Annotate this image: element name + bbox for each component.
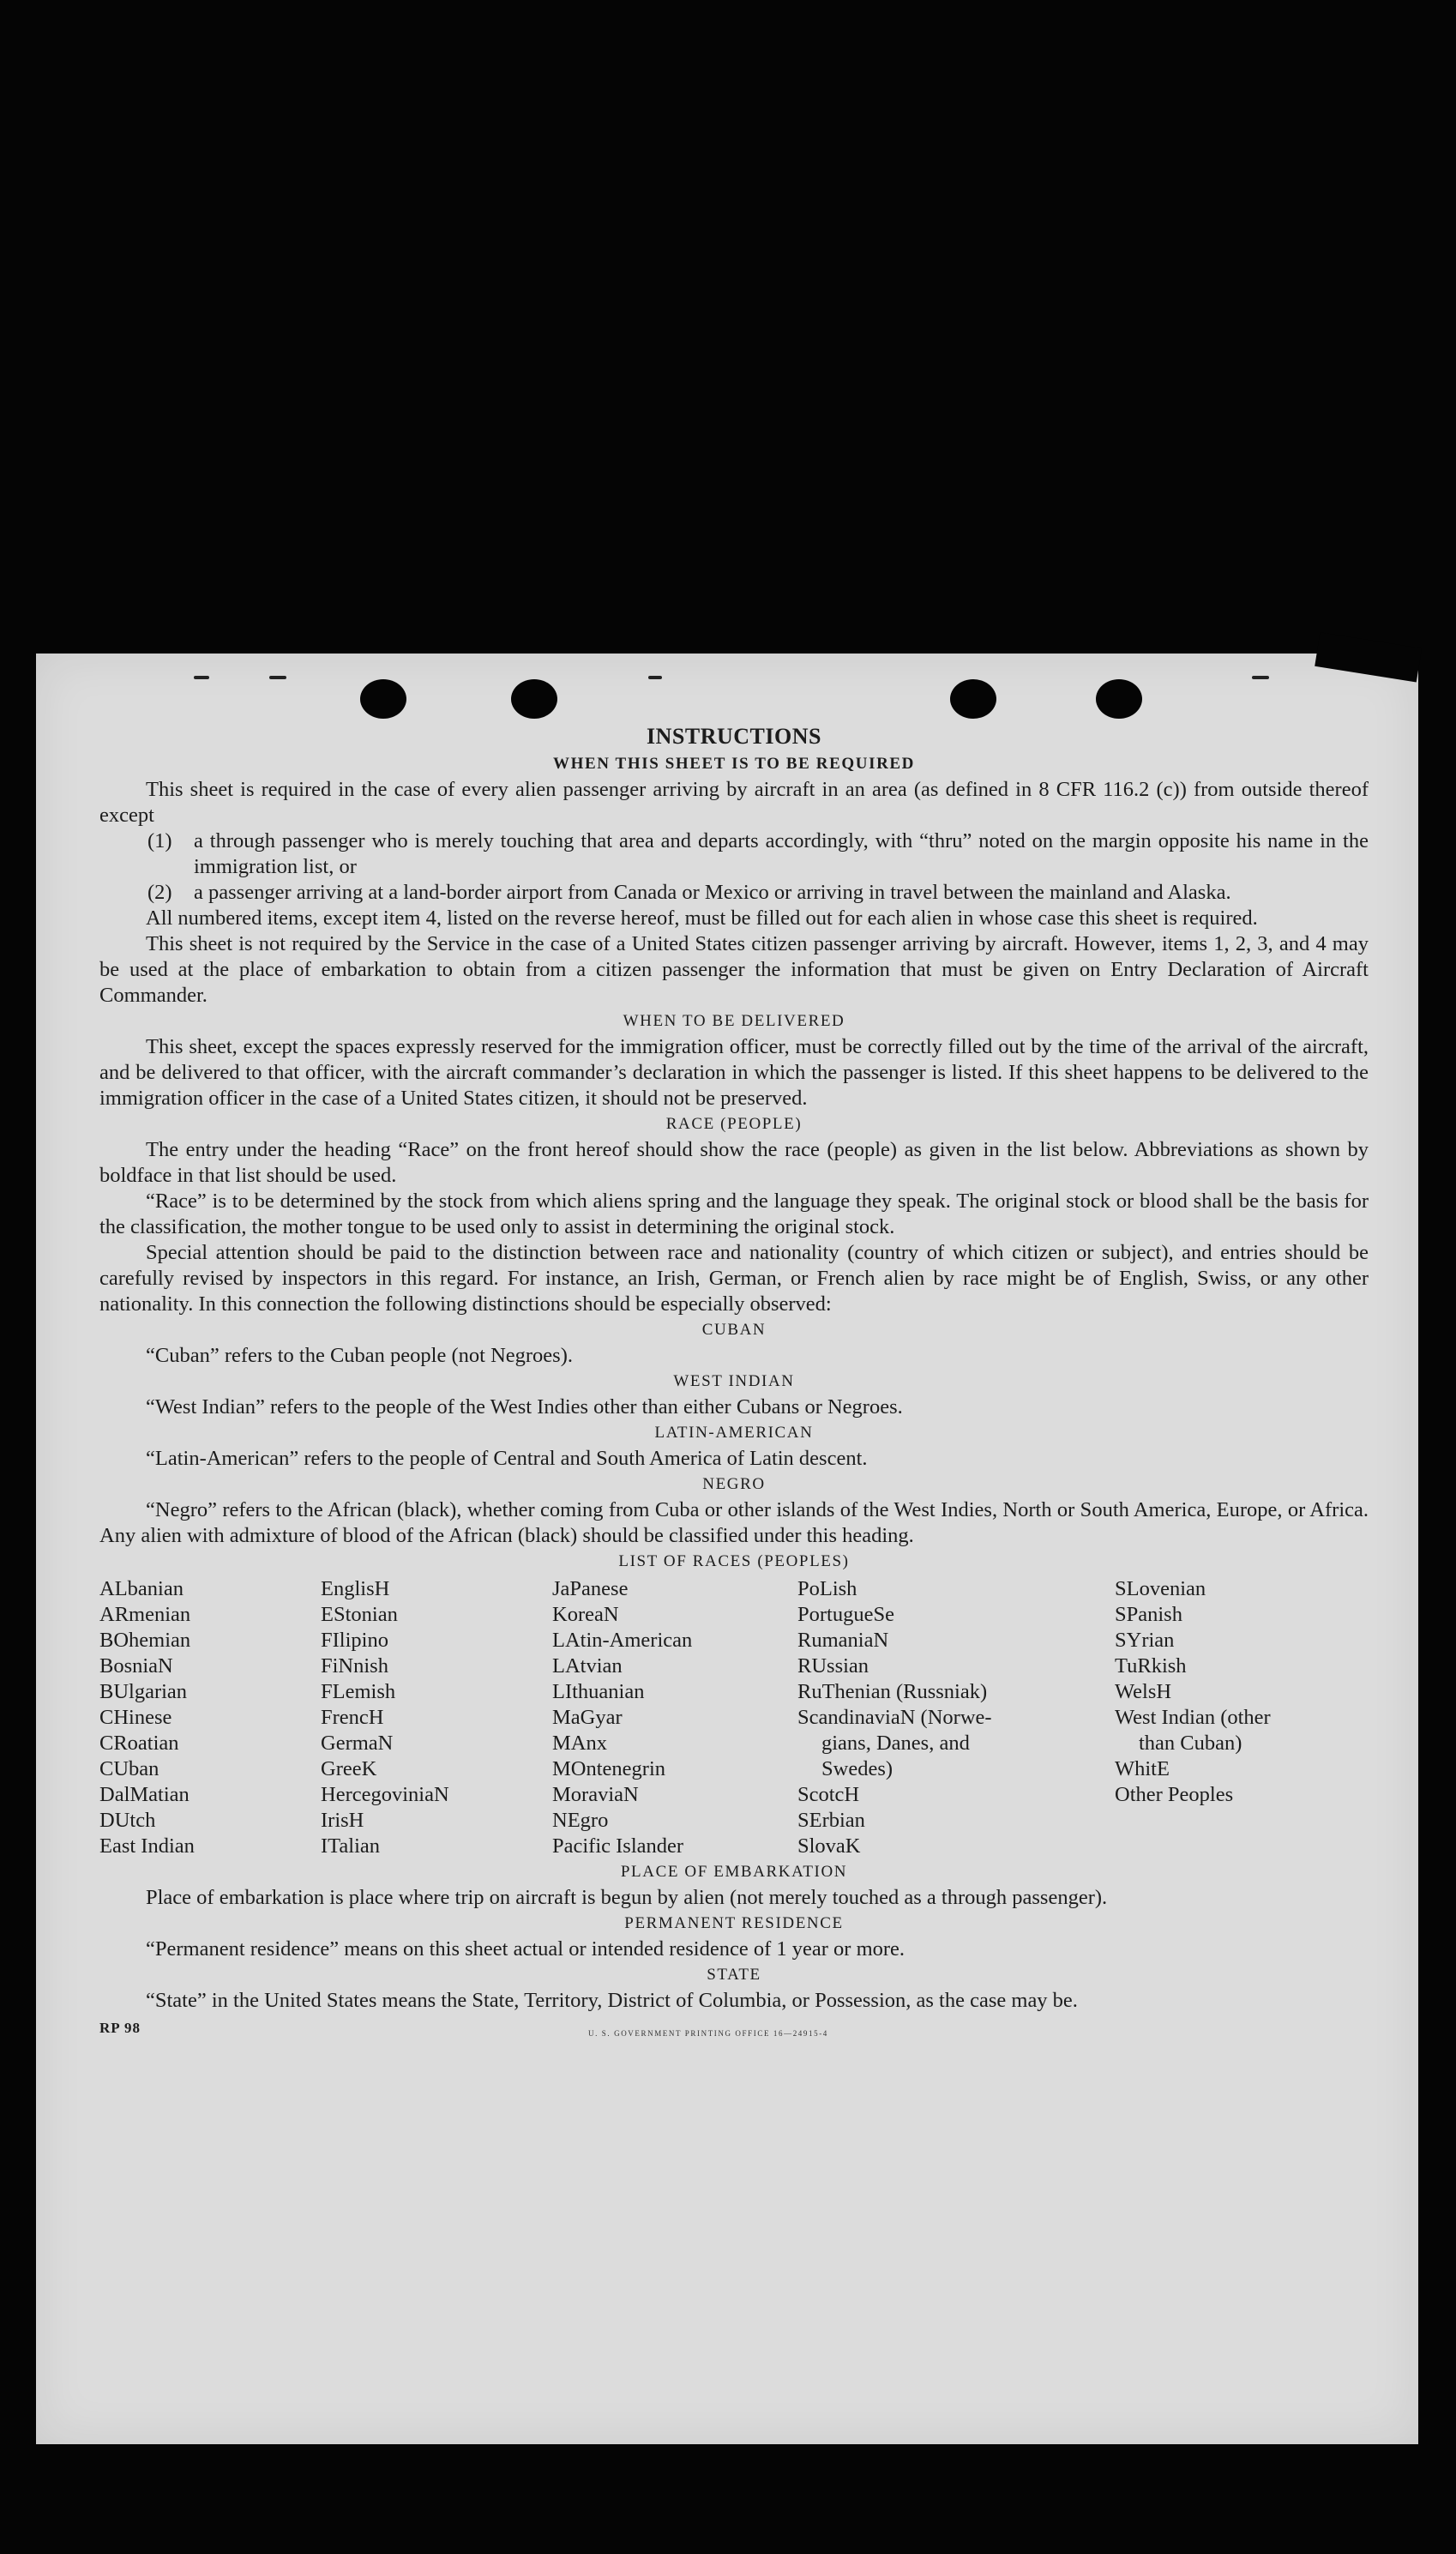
race-entry-continued: Swedes) [821,1757,893,1780]
embarkation-text: Place of embarkation is place where trip on aircraft is begun by alien (not merely touched as a through passenger). [146,1886,1108,1909]
race-entry: FiNnish [321,1654,388,1678]
race-entry: DalMatian [99,1783,190,1806]
race-entry: GermaN [321,1732,394,1755]
exception-item [99,880,1369,906]
race-entry: MaGyar [552,1706,623,1729]
race-entry: PortugueSe [797,1603,894,1626]
race-entry: WhitE [1115,1757,1170,1780]
item-text: a passenger arriving at a land-border airport from Canada or Mexico or arriving in travel between the mainland and Alaska. [194,881,1231,904]
race-para-1: The entry under the heading “Race” on the front hereof should show the race (people) as given in the list below. Abbreviations as shown by boldface in that list should be used. [99,1138,1369,1187]
race-entry: BosniaN [99,1654,173,1678]
race-para-3: Special attention should be paid to the distinction between race and nationality (country of which citizen or subject), and entries should be carefully revised by inspectors in this regard. For instance, an Irish, German, or French alien by race might be of English, Swiss, or any other nationality. In this connection the following distinctions should be especially observed: [99,1241,1369,1316]
section-heading-race: RACE (PEOPLE) [665,1115,803,1133]
west-indian-text: “West Indian” refers to the people of the West Indies other than either Cubans or Negroes. [146,1395,903,1419]
race-entry: EStonian [321,1603,398,1626]
race-entry: ARmenian [99,1603,191,1626]
race-entry: SErbian [797,1809,865,1832]
race-entry: CHinese [99,1706,172,1729]
residence-text: “Permanent residence” means on this sheet actual or intended residence of 1 year or more. [146,1937,905,1961]
punch-hole [511,679,557,719]
punch-hole [360,679,406,719]
section-heading-residence: PERMANENT RESIDENCE [624,1914,844,1932]
race-entry: HercegoviniaN [321,1783,449,1806]
race-entry: SLovenian [1115,1577,1206,1600]
race-entry: MAnx [552,1732,607,1755]
required-para-3: This sheet is not required by the Service in the case of a United States citizen passenger arriving by aircraft. However, items 1, 2, 3, and 4 may be used at the place of embarkation to obtain from a citizen passenger the information that must be given on Entry Declaration of Aircraft Commander. [99,932,1369,1007]
paper-mark [194,676,209,679]
document-footer [99,2014,1369,2043]
race-entry: BOhemian [99,1629,191,1652]
section-heading-delivered: WHEN TO BE DELIVERED [623,1012,845,1030]
race-entry: EnglisH [321,1577,390,1600]
section-heading-races-list: LIST OF RACES (PEOPLES) [618,1552,850,1570]
races-column [552,1576,797,1859]
race-entry: MoraviaN [552,1783,639,1806]
section-heading-west-indian: WEST INDIAN [673,1372,795,1390]
race-entry: TuRkish [1115,1654,1187,1678]
race-entry: KoreaN [552,1603,619,1626]
cuban-text: “Cuban” refers to the Cuban people (not Negroes). [146,1344,573,1367]
race-entry: SPanish [1115,1603,1182,1626]
exception-item [99,828,1369,880]
race-entry-continued: gians, Danes, and [821,1732,970,1755]
instructions-content [99,724,1369,2043]
race-entry: ScotcH [797,1783,860,1806]
race-entry: RuThenian (Russniak) [797,1680,988,1703]
required-para-2: All numbered items, except item 4, listed on the reverse hereof, must be filled out for each alien in whose case this sheet is required. [146,907,1258,930]
document-sheet [36,654,1418,2444]
race-entry: GreeK [321,1757,377,1780]
delivered-text: This sheet, except the spaces expressly reserved for the immigration officer, must be correctly filled out by the time of the arrival of the aircraft, and be delivered to that officer, with the aircraft commander’s declaration in which the passenger is listed. If this sheet happens to be delivered to the immigration officer in the case of a United States citizen, it should not be preserved. [99,1035,1369,1110]
race-entry: IrisH [321,1809,364,1832]
form-number: RP 98 [99,2020,141,2036]
latin-american-text: “Latin-American” refers to the people of Central and South America of Latin descent. [146,1447,868,1470]
race-entry: CRoatian [99,1732,179,1755]
race-entry: NEgro [552,1809,609,1832]
required-intro: This sheet is required in the case of every alien passenger arriving by aircraft in an area (as defined in 8 CFR 116.2 (c)) from outside thereof except [99,778,1369,827]
race-entry: WelsH [1115,1680,1172,1703]
race-entry: RumaniaN [797,1629,889,1652]
item-number: (1) [147,829,172,852]
races-table [99,1576,1369,1859]
race-entry: JaPanese [552,1577,629,1600]
negro-text: “Negro” refers to the African (black), whether coming from Cuba or other islands of the West Indies, North or South America, Europe, or Africa. Any alien with admixture of blood of the African (black) should be classified under this heading. [99,1498,1369,1547]
race-entry: CUban [99,1757,159,1780]
race-entry: FrencH [321,1706,384,1729]
state-text: “State” in the United States means the State, Territory, District of Columbia, or Possession, as the case may be. [146,1989,1078,2012]
races-column [99,1576,321,1859]
race-para-2: “Race” is to be determined by the stock from which aliens spring and the language they speak. The original stock or blood shall be the basis for the classification, the mother tongue to be used only to assist in determining the original stock. [99,1190,1369,1238]
race-entry: DUtch [99,1809,156,1832]
races-column [321,1576,552,1859]
race-entry: LIthuanian [552,1680,645,1703]
race-entry: ITalian [321,1834,381,1858]
section-heading-cuban: CUBAN [701,1321,767,1339]
race-entry: Other Peoples [1115,1783,1234,1806]
race-entry: Pacific Islander [552,1834,684,1858]
race-entry: SlovaK [797,1834,861,1858]
race-entry: West Indian (other [1115,1706,1271,1729]
race-entry: FLemish [321,1680,396,1703]
punch-hole [950,679,996,719]
race-entry: PoLish [797,1577,857,1600]
exception-list [99,828,1369,906]
section-heading-latin-american: LATIN-AMERICAN [654,1424,814,1442]
paper-mark [269,676,286,679]
printer-imprint: U. S. GOVERNMENT PRINTING OFFICE 16—24915-4 [588,2029,828,2038]
section-heading-embarkation: PLACE OF EMBARKATION [620,1863,848,1881]
races-column [797,1576,1115,1859]
race-entry: LAtin-American [552,1629,693,1652]
race-entry: BUlgarian [99,1680,188,1703]
race-entry-continued: than Cuban) [1139,1732,1242,1755]
item-text: a through passenger who is merely touching that area and departs accordingly, with “thru” noted on the margin opposite his name in the immigration list, or [194,829,1369,878]
race-entry: SYrian [1115,1629,1175,1652]
section-heading-negro: NEGRO [702,1475,766,1493]
race-entry: MOntenegrin [552,1757,665,1780]
paper-mark [648,676,662,679]
races-column [1115,1576,1355,1859]
race-entry: East Indian [99,1834,195,1858]
punch-hole [1096,679,1142,719]
race-entry: LAtvian [552,1654,623,1678]
race-entry: ALbanian [99,1577,184,1600]
race-entry: RUssian [797,1654,869,1678]
document-title: INSTRUCTIONS [647,724,821,749]
race-entry: FIlipino [321,1629,388,1652]
race-entry: ScandinaviaN (Norwe- [797,1706,992,1729]
section-heading-state: STATE [707,1966,761,1984]
paper-mark [1252,676,1269,679]
section-heading-required: WHEN THIS SHEET IS TO BE REQUIRED [552,755,916,773]
item-number: (2) [147,881,172,904]
